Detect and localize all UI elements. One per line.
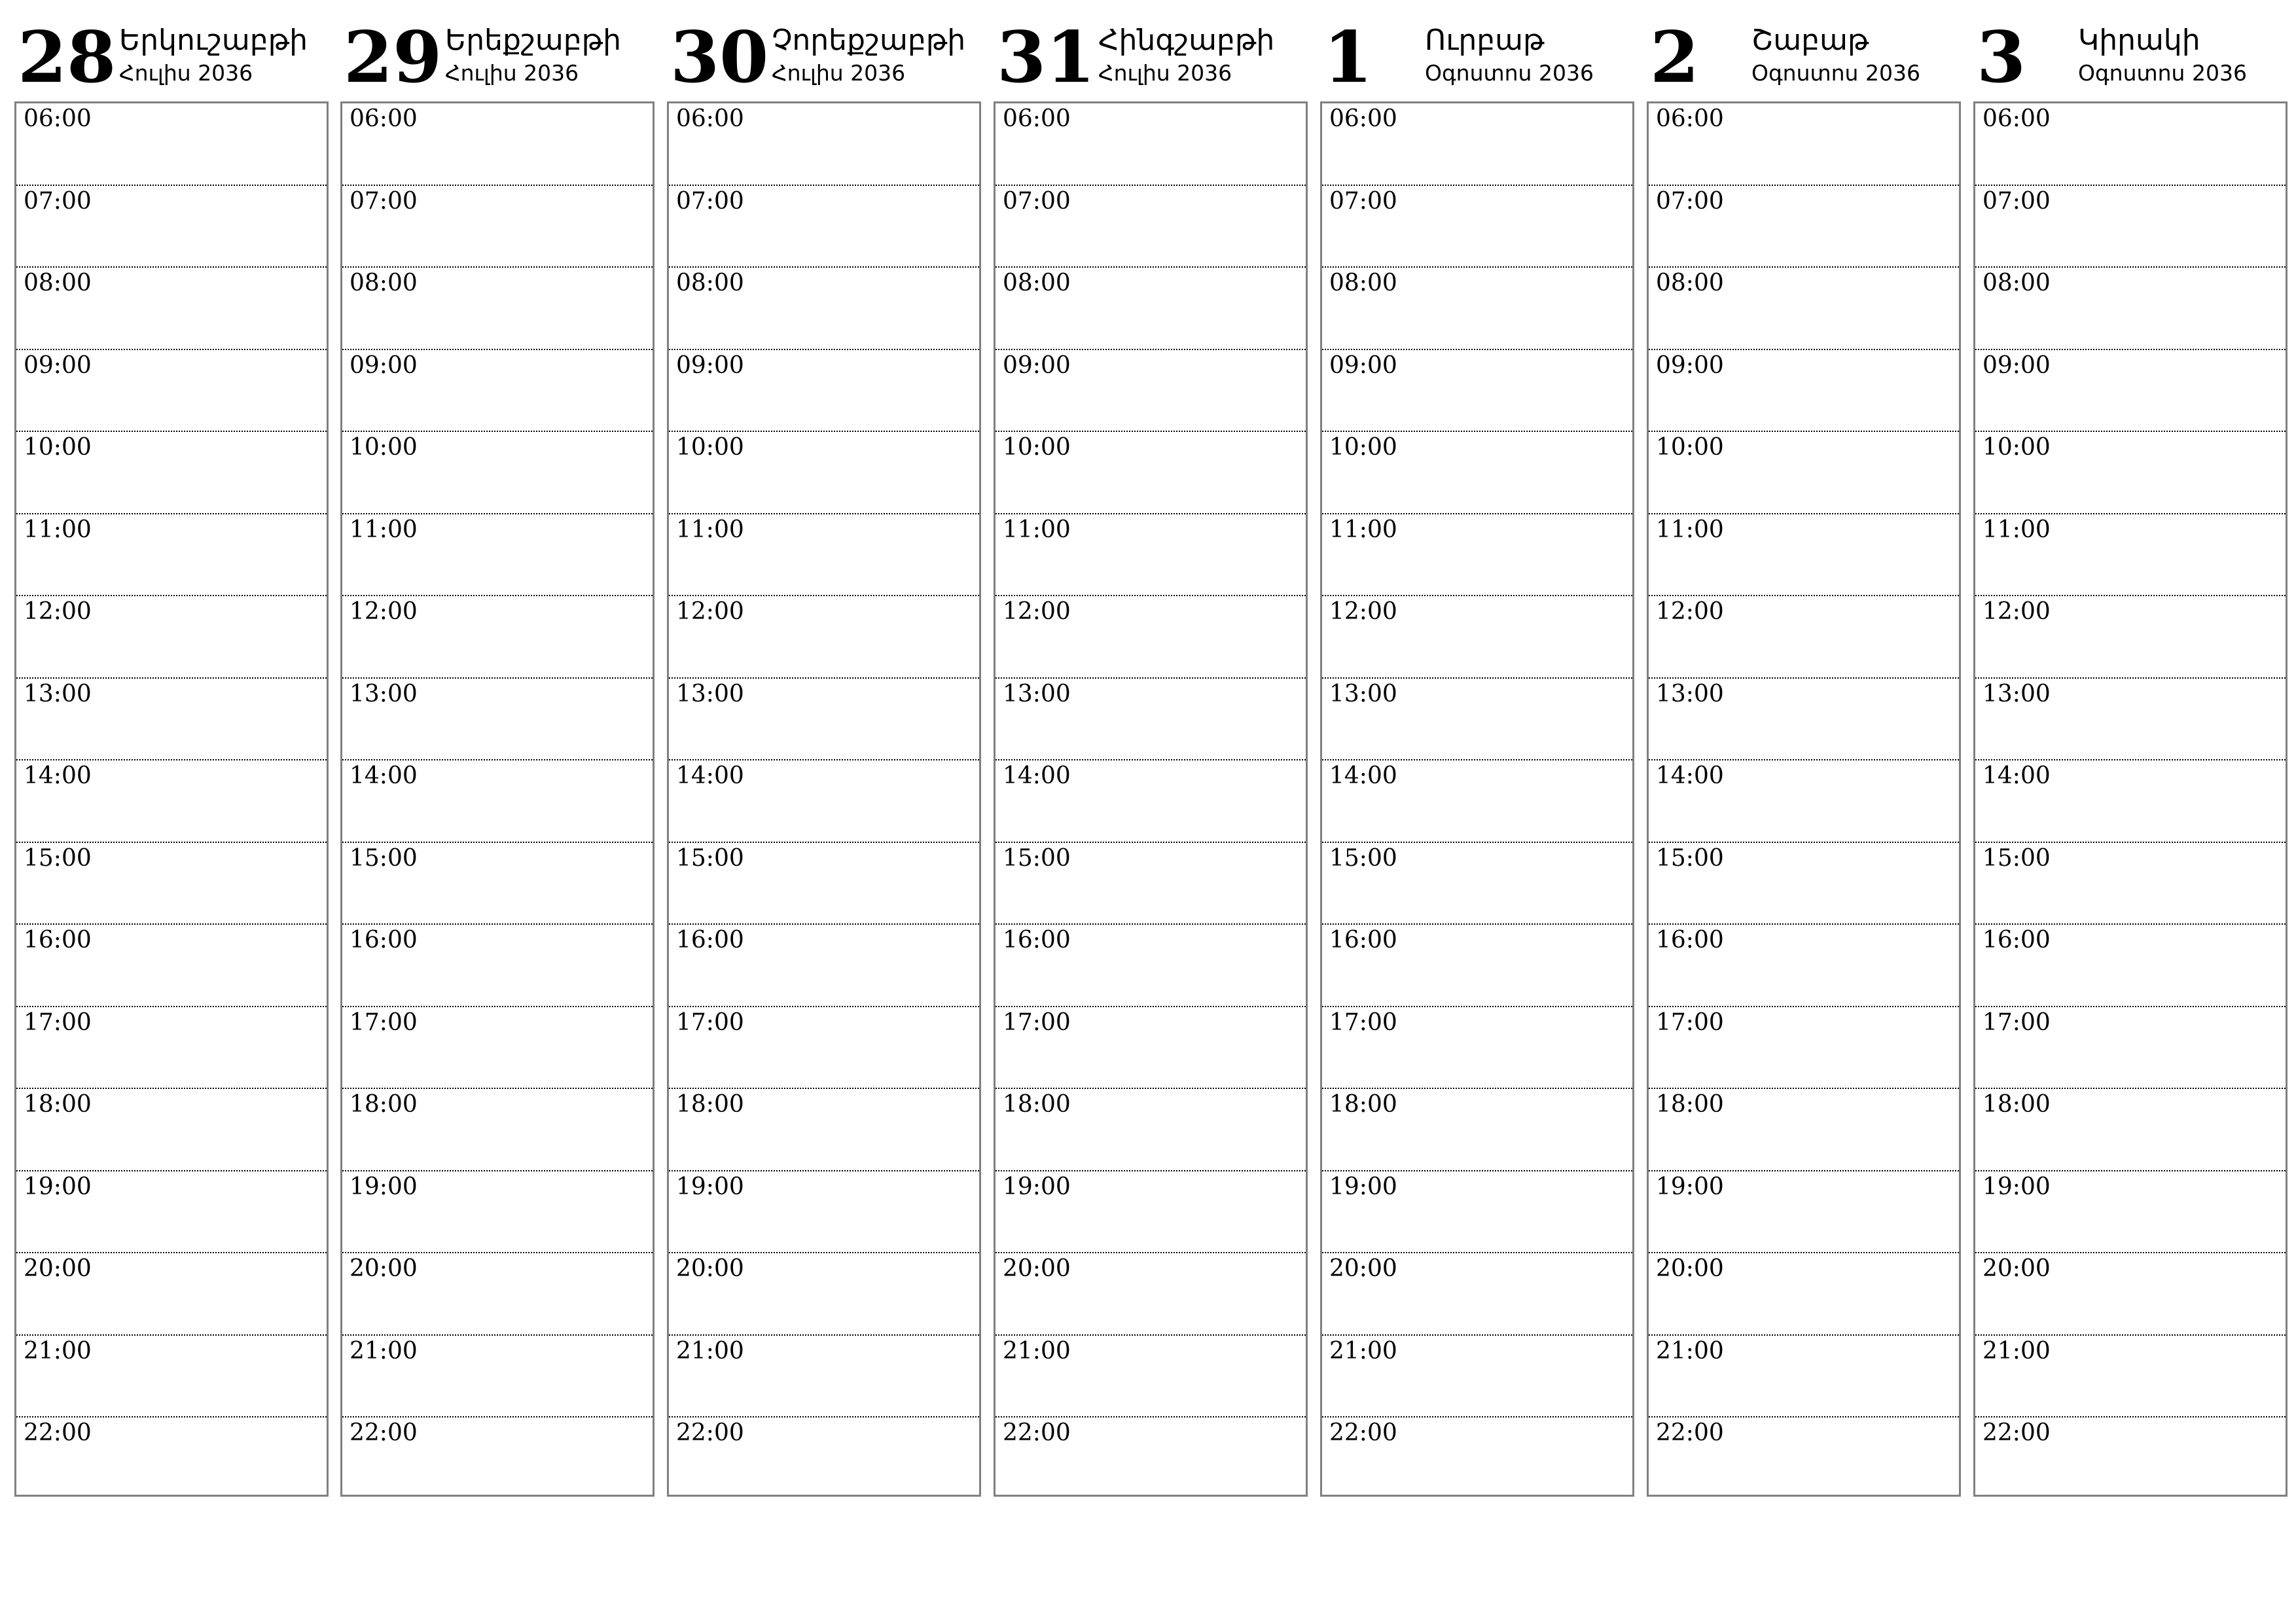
time-slot[interactable] bbox=[1975, 925, 2286, 1007]
time-slot-label: 14:00 bbox=[350, 762, 418, 789]
time-slot[interactable] bbox=[1975, 1418, 2286, 1500]
time-slot-label: 22:00 bbox=[1656, 1419, 1724, 1446]
time-slot[interactable] bbox=[669, 760, 979, 843]
time-slot-label: 10:00 bbox=[24, 434, 92, 461]
time-slot-label: 12:00 bbox=[1982, 598, 2051, 625]
time-slot-label: 13:00 bbox=[1982, 680, 2051, 707]
time-slot-label: 18:00 bbox=[676, 1091, 744, 1118]
time-slot-label: 21:00 bbox=[1656, 1337, 1724, 1364]
time-slot[interactable] bbox=[1649, 1418, 1959, 1500]
time-slot[interactable] bbox=[996, 679, 1306, 761]
time-slot[interactable] bbox=[1975, 103, 2286, 186]
day-number: 1 bbox=[1323, 16, 1373, 99]
time-slot-label: 21:00 bbox=[1329, 1337, 1397, 1364]
time-slot[interactable] bbox=[1975, 1253, 2286, 1336]
time-slot[interactable] bbox=[996, 596, 1306, 679]
time-slot-label: 21:00 bbox=[350, 1337, 418, 1364]
day-number: 3 bbox=[1977, 16, 2026, 99]
day-number: 29 bbox=[344, 16, 442, 99]
time-slot[interactable] bbox=[996, 268, 1306, 350]
time-slot[interactable] bbox=[1322, 514, 1632, 597]
time-slot-label: 16:00 bbox=[1656, 927, 1724, 954]
time-slot[interactable] bbox=[996, 925, 1306, 1007]
time-slot[interactable] bbox=[1649, 103, 1959, 186]
time-slot[interactable] bbox=[669, 1007, 979, 1090]
time-slot[interactable] bbox=[1322, 760, 1632, 843]
time-slot[interactable] bbox=[1322, 596, 1632, 679]
day-schedule-box bbox=[1647, 101, 1961, 1497]
day-number: 31 bbox=[997, 16, 1096, 99]
weekday-name: Չորեքշաբթի bbox=[772, 24, 966, 57]
time-slot[interactable] bbox=[1975, 1336, 2286, 1418]
time-slot[interactable] bbox=[1649, 1253, 1959, 1336]
time-slot[interactable] bbox=[1975, 843, 2286, 925]
time-slot-label: 15:00 bbox=[1982, 844, 2051, 872]
time-slot-label: 22:00 bbox=[676, 1419, 744, 1446]
time-slot-label: 10:00 bbox=[676, 434, 744, 461]
month-year: Օգոստոս 2036 bbox=[1751, 60, 1920, 86]
time-slot-label: 14:00 bbox=[1982, 762, 2051, 789]
time-slot-label: 20:00 bbox=[1329, 1255, 1397, 1282]
time-slot-label: 17:00 bbox=[350, 1008, 418, 1036]
time-slot[interactable] bbox=[16, 432, 327, 514]
time-slot[interactable] bbox=[342, 1007, 653, 1090]
time-slot[interactable] bbox=[1322, 350, 1632, 433]
time-slot-label: 19:00 bbox=[676, 1173, 744, 1200]
time-slot-label: 08:00 bbox=[24, 270, 92, 296]
time-slot-label: 10:00 bbox=[350, 434, 418, 461]
time-slot[interactable] bbox=[342, 350, 653, 433]
time-slot-label: 08:00 bbox=[1656, 270, 1724, 296]
time-slot-label: 17:00 bbox=[1982, 1008, 2051, 1036]
time-slot[interactable] bbox=[342, 186, 653, 268]
time-slot[interactable] bbox=[996, 760, 1306, 843]
time-slot-label: 19:00 bbox=[24, 1173, 92, 1200]
time-slot-label: 22:00 bbox=[350, 1419, 418, 1446]
time-slot-label: 11:00 bbox=[24, 516, 92, 543]
day-schedule-box bbox=[1973, 101, 2287, 1497]
time-slot[interactable] bbox=[342, 843, 653, 925]
time-slot[interactable] bbox=[16, 1007, 327, 1090]
time-slot[interactable] bbox=[1649, 596, 1959, 679]
time-slot-label: 14:00 bbox=[1003, 762, 1071, 789]
weekday-name: Հինգշաբթի bbox=[1098, 24, 1275, 57]
time-slot[interactable] bbox=[996, 1336, 1306, 1418]
day-header bbox=[1647, 0, 1974, 98]
day-number: 28 bbox=[18, 16, 117, 99]
time-slot-label: 20:00 bbox=[24, 1255, 92, 1282]
time-slot[interactable] bbox=[1322, 925, 1632, 1007]
time-slot[interactable] bbox=[342, 760, 653, 843]
time-slot-label: 06:00 bbox=[1656, 105, 1724, 132]
time-slot[interactable] bbox=[342, 432, 653, 514]
time-slot-label: 17:00 bbox=[1329, 1008, 1397, 1036]
time-slot[interactable] bbox=[1975, 186, 2286, 268]
time-slot-label: 21:00 bbox=[1003, 1337, 1071, 1364]
time-slot-label: 06:00 bbox=[350, 105, 418, 132]
time-slot[interactable] bbox=[16, 760, 327, 843]
time-slot[interactable] bbox=[669, 514, 979, 597]
time-slot[interactable] bbox=[669, 925, 979, 1007]
time-slot[interactable] bbox=[1649, 268, 1959, 350]
time-slot-label: 20:00 bbox=[1003, 1255, 1071, 1282]
time-slot[interactable] bbox=[1649, 1171, 1959, 1254]
time-slot-label: 17:00 bbox=[1656, 1008, 1724, 1036]
time-slot-label: 21:00 bbox=[1982, 1337, 2051, 1364]
time-slot[interactable] bbox=[1649, 1007, 1959, 1090]
time-slot[interactable] bbox=[1649, 760, 1959, 843]
time-slot[interactable] bbox=[1975, 679, 2286, 761]
time-slot-label: 08:00 bbox=[1982, 270, 2051, 296]
time-slot-label: 06:00 bbox=[1329, 105, 1397, 132]
time-slot-label: 16:00 bbox=[1003, 927, 1071, 954]
time-slot[interactable] bbox=[1649, 843, 1959, 925]
time-slot-label: 16:00 bbox=[1982, 927, 2051, 954]
time-slot-label: 18:00 bbox=[1656, 1091, 1724, 1118]
time-slot[interactable] bbox=[1322, 1336, 1632, 1418]
time-slot-label: 12:00 bbox=[1329, 598, 1397, 625]
time-slot[interactable] bbox=[669, 1336, 979, 1418]
time-slot-label: 14:00 bbox=[676, 762, 744, 789]
time-slot[interactable] bbox=[342, 1089, 653, 1171]
month-year: Հուլիս 2036 bbox=[772, 60, 906, 86]
time-slot-label: 14:00 bbox=[1656, 762, 1724, 789]
month-year: Հուլիս 2036 bbox=[119, 60, 253, 86]
time-slot[interactable] bbox=[669, 432, 979, 514]
time-slot[interactable] bbox=[1322, 103, 1632, 186]
time-slot-label: 19:00 bbox=[1656, 1173, 1724, 1200]
weekday-name: Երեքշաբթի bbox=[445, 24, 622, 57]
time-slot-label: 19:00 bbox=[350, 1173, 418, 1200]
time-slot[interactable] bbox=[1649, 350, 1959, 433]
time-slot[interactable] bbox=[1975, 350, 2286, 433]
time-slot[interactable] bbox=[996, 843, 1306, 925]
time-slot[interactable] bbox=[996, 1007, 1306, 1090]
time-slot-label: 16:00 bbox=[676, 927, 744, 954]
time-slot-label: 22:00 bbox=[1982, 1419, 2051, 1446]
time-slot-label: 20:00 bbox=[1656, 1255, 1724, 1282]
time-slot[interactable] bbox=[996, 432, 1306, 514]
time-slot[interactable] bbox=[1649, 1336, 1959, 1418]
weekday-name: Կիրակի bbox=[2078, 24, 2200, 57]
time-slot-label: 15:00 bbox=[24, 844, 92, 872]
month-year: Հուլիս 2036 bbox=[445, 60, 579, 86]
time-slot-label: 09:00 bbox=[1982, 351, 2051, 379]
day-schedule-box bbox=[14, 101, 329, 1497]
time-slot[interactable] bbox=[669, 679, 979, 761]
time-slot[interactable] bbox=[1322, 268, 1632, 350]
time-slot[interactable] bbox=[16, 1336, 327, 1418]
time-slot[interactable] bbox=[342, 925, 653, 1007]
time-slot-label: 15:00 bbox=[1329, 844, 1397, 872]
time-slot[interactable] bbox=[669, 843, 979, 925]
time-slot-label: 15:00 bbox=[1003, 844, 1071, 872]
time-slot-label: 13:00 bbox=[1329, 680, 1397, 707]
time-slot-label: 08:00 bbox=[350, 270, 418, 296]
time-slot[interactable] bbox=[996, 514, 1306, 597]
time-slot[interactable] bbox=[669, 103, 979, 186]
time-slot-label: 12:00 bbox=[676, 598, 744, 625]
day-header bbox=[340, 0, 668, 98]
time-slot[interactable] bbox=[342, 1253, 653, 1336]
time-slot-label: 06:00 bbox=[1003, 105, 1071, 132]
time-slot[interactable] bbox=[996, 1171, 1306, 1254]
time-slot-label: 15:00 bbox=[1656, 844, 1724, 872]
time-slot-label: 10:00 bbox=[1982, 434, 2051, 461]
time-slot-label: 09:00 bbox=[1656, 351, 1724, 379]
day-header bbox=[14, 0, 342, 98]
time-slot[interactable] bbox=[16, 103, 327, 186]
time-slot-label: 12:00 bbox=[1003, 598, 1071, 625]
time-slot-label: 08:00 bbox=[676, 270, 744, 296]
time-slot[interactable] bbox=[1322, 1007, 1632, 1090]
time-slot-label: 07:00 bbox=[24, 187, 92, 215]
time-slot-label: 12:00 bbox=[350, 598, 418, 625]
time-slot[interactable] bbox=[1649, 1089, 1959, 1171]
time-slot[interactable] bbox=[1649, 186, 1959, 268]
time-slot-label: 11:00 bbox=[1003, 516, 1071, 543]
month-year: Հուլիս 2036 bbox=[1098, 60, 1232, 86]
time-slot-label: 09:00 bbox=[1003, 351, 1071, 379]
day-schedule-box bbox=[340, 101, 655, 1497]
time-slot-label: 15:00 bbox=[676, 844, 744, 872]
day-schedule-box bbox=[1320, 101, 1634, 1497]
time-slot-label: 18:00 bbox=[24, 1091, 92, 1118]
day-number: 30 bbox=[670, 16, 769, 99]
month-year: Օգոստոս 2036 bbox=[2078, 60, 2247, 86]
time-slot-label: 12:00 bbox=[24, 598, 92, 625]
time-slot-label: 16:00 bbox=[1329, 927, 1397, 954]
time-slot[interactable] bbox=[16, 1253, 327, 1336]
time-slot[interactable] bbox=[1975, 1171, 2286, 1254]
day-number: 2 bbox=[1650, 16, 1700, 99]
time-slot-label: 10:00 bbox=[1656, 434, 1724, 461]
time-slot[interactable] bbox=[1649, 514, 1959, 597]
time-slot-label: 15:00 bbox=[350, 844, 418, 872]
time-slot[interactable] bbox=[16, 679, 327, 761]
time-slot-label: 11:00 bbox=[676, 516, 744, 543]
time-slot[interactable] bbox=[669, 186, 979, 268]
time-slot-label: 21:00 bbox=[24, 1337, 92, 1364]
time-slot[interactable] bbox=[1322, 679, 1632, 761]
month-year: Օգոստոս 2036 bbox=[1425, 60, 1594, 86]
time-slot[interactable] bbox=[16, 350, 327, 433]
time-slot-label: 10:00 bbox=[1329, 434, 1397, 461]
time-slot-label: 10:00 bbox=[1003, 434, 1071, 461]
time-slot-label: 08:00 bbox=[1329, 270, 1397, 296]
time-slot-label: 18:00 bbox=[1329, 1091, 1397, 1118]
time-slot-label: 07:00 bbox=[1982, 187, 2051, 215]
time-slot[interactable] bbox=[996, 1253, 1306, 1336]
time-slot-label: 20:00 bbox=[676, 1255, 744, 1282]
weekday-name: Շաբաթ bbox=[1751, 24, 1869, 57]
time-slot[interactable] bbox=[1322, 186, 1632, 268]
time-slot-label: 07:00 bbox=[1656, 187, 1724, 215]
time-slot[interactable] bbox=[16, 843, 327, 925]
day-header bbox=[1320, 0, 1647, 98]
time-slot[interactable] bbox=[1649, 679, 1959, 761]
time-slot-label: 07:00 bbox=[1329, 187, 1397, 215]
time-slot[interactable] bbox=[1322, 432, 1632, 514]
time-slot[interactable] bbox=[1975, 596, 2286, 679]
day-schedule-box bbox=[994, 101, 1308, 1497]
time-slot-label: 18:00 bbox=[1003, 1091, 1071, 1118]
time-slot[interactable] bbox=[1322, 1253, 1632, 1336]
time-slot-label: 13:00 bbox=[24, 680, 92, 707]
time-slot-label: 07:00 bbox=[676, 187, 744, 215]
time-slot-label: 13:00 bbox=[1003, 680, 1071, 707]
time-slot-label: 06:00 bbox=[676, 105, 744, 132]
time-slot-label: 16:00 bbox=[350, 927, 418, 954]
time-slot[interactable] bbox=[16, 1171, 327, 1254]
time-slot-label: 11:00 bbox=[1329, 516, 1397, 543]
time-slot[interactable] bbox=[16, 925, 327, 1007]
time-slot[interactable] bbox=[669, 596, 979, 679]
time-slot-label: 08:00 bbox=[1003, 270, 1071, 296]
time-slot[interactable] bbox=[1975, 268, 2286, 350]
time-slot[interactable] bbox=[16, 596, 327, 679]
time-slot[interactable] bbox=[669, 350, 979, 433]
time-slot[interactable] bbox=[342, 679, 653, 761]
time-slot-label: 13:00 bbox=[350, 680, 418, 707]
time-slot[interactable] bbox=[342, 103, 653, 186]
time-slot[interactable] bbox=[996, 186, 1306, 268]
time-slot[interactable] bbox=[1975, 760, 2286, 843]
time-slot[interactable] bbox=[1975, 432, 2286, 514]
time-slot-label: 22:00 bbox=[1329, 1419, 1397, 1446]
time-slot-label: 19:00 bbox=[1003, 1173, 1071, 1200]
weekday-name: Ուրբաթ bbox=[1425, 24, 1545, 57]
time-slot[interactable] bbox=[669, 1253, 979, 1336]
time-slot-label: 11:00 bbox=[350, 516, 418, 543]
time-slot-label: 20:00 bbox=[1982, 1255, 2051, 1282]
time-slot[interactable] bbox=[1322, 1089, 1632, 1171]
time-slot-label: 09:00 bbox=[676, 351, 744, 379]
time-slot-label: 12:00 bbox=[1656, 598, 1724, 625]
time-slot[interactable] bbox=[16, 268, 327, 350]
day-header bbox=[667, 0, 994, 98]
time-slot-label: 17:00 bbox=[676, 1008, 744, 1036]
time-slot-label: 17:00 bbox=[24, 1008, 92, 1036]
time-slot[interactable] bbox=[996, 350, 1306, 433]
weekday-name: Երկուշաբթի bbox=[119, 24, 308, 57]
time-slot-label: 18:00 bbox=[1982, 1091, 2051, 1118]
time-slot[interactable] bbox=[16, 1089, 327, 1171]
day-header bbox=[994, 0, 1321, 98]
time-slot-label: 16:00 bbox=[24, 927, 92, 954]
time-slot[interactable] bbox=[1322, 1418, 1632, 1500]
time-slot-label: 13:00 bbox=[1656, 680, 1724, 707]
time-slot-label: 11:00 bbox=[1982, 516, 2051, 543]
time-slot[interactable] bbox=[669, 268, 979, 350]
time-slot[interactable] bbox=[342, 596, 653, 679]
time-slot[interactable] bbox=[1322, 1171, 1632, 1254]
time-slot-label: 09:00 bbox=[24, 351, 92, 379]
day-header bbox=[1973, 0, 2296, 98]
time-slot[interactable] bbox=[1649, 432, 1959, 514]
time-slot[interactable] bbox=[669, 1089, 979, 1171]
time-slot-label: 21:00 bbox=[676, 1337, 744, 1364]
time-slot[interactable] bbox=[1975, 514, 2286, 597]
time-slot-label: 09:00 bbox=[350, 351, 418, 379]
time-slot[interactable] bbox=[1649, 925, 1959, 1007]
time-slot[interactable] bbox=[16, 186, 327, 268]
time-slot[interactable] bbox=[16, 514, 327, 597]
time-slot-label: 19:00 bbox=[1329, 1173, 1397, 1200]
time-slot-label: 22:00 bbox=[24, 1419, 92, 1446]
time-slot[interactable] bbox=[996, 1089, 1306, 1171]
time-slot[interactable] bbox=[342, 1336, 653, 1418]
time-slot-label: 14:00 bbox=[1329, 762, 1397, 789]
time-slot[interactable] bbox=[342, 514, 653, 597]
time-slot[interactable] bbox=[342, 1171, 653, 1254]
time-slot[interactable] bbox=[996, 1418, 1306, 1500]
time-slot-label: 13:00 bbox=[676, 680, 744, 707]
time-slot-label: 09:00 bbox=[1329, 351, 1397, 379]
time-slot[interactable] bbox=[16, 1418, 327, 1500]
time-slot-label: 06:00 bbox=[1982, 105, 2051, 132]
time-slot-label: 06:00 bbox=[24, 105, 92, 132]
time-slot-label: 18:00 bbox=[350, 1091, 418, 1118]
time-slot[interactable] bbox=[1322, 843, 1632, 925]
time-slot-label: 22:00 bbox=[1003, 1419, 1071, 1446]
time-slot[interactable] bbox=[669, 1418, 979, 1500]
time-slot[interactable] bbox=[996, 103, 1306, 186]
time-slot-label: 11:00 bbox=[1656, 516, 1724, 543]
time-slot-label: 14:00 bbox=[24, 762, 92, 789]
time-slot[interactable] bbox=[342, 268, 653, 350]
time-slot[interactable] bbox=[342, 1418, 653, 1500]
time-slot-label: 19:00 bbox=[1982, 1173, 2051, 1200]
time-slot-label: 07:00 bbox=[1003, 187, 1071, 215]
time-slot-label: 17:00 bbox=[1003, 1008, 1071, 1036]
time-slot[interactable] bbox=[1975, 1007, 2286, 1090]
time-slot[interactable] bbox=[669, 1171, 979, 1254]
time-slot[interactable] bbox=[1975, 1089, 2286, 1171]
time-slot-label: 20:00 bbox=[350, 1255, 418, 1282]
day-schedule-box bbox=[667, 101, 981, 1497]
time-slot-label: 07:00 bbox=[350, 187, 418, 215]
